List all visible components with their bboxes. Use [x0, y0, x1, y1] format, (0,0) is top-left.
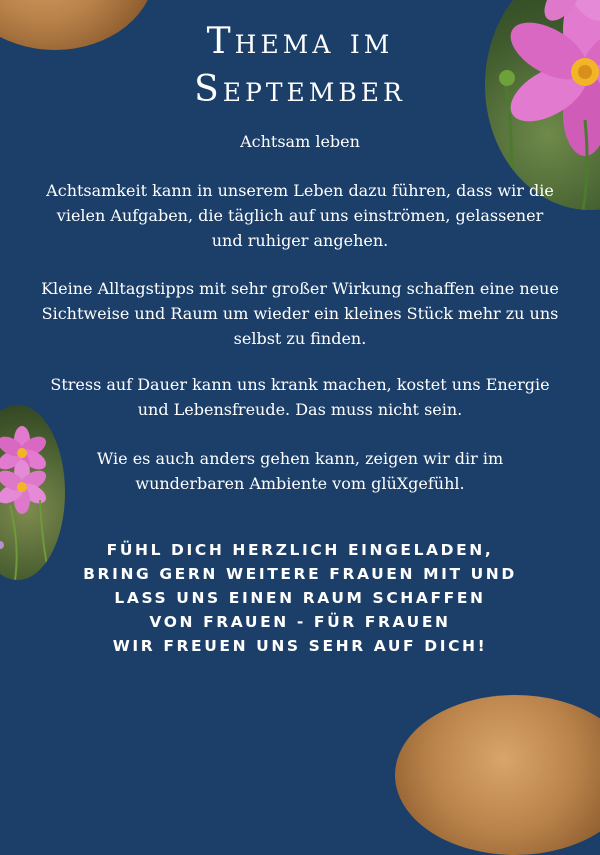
invitation-block: [40, 538, 560, 658]
paragraph: Kleine Alltagstipps mit sehr großer Wirkung schaffen eine neue Sichtweise und Raum um wieder ein kleines Stück mehr zu uns selbst zu finden.: [41, 279, 559, 348]
invitation-line: LASS UNS EINEN RAUM SCHAFFEN: [114, 589, 486, 607]
invitation-line: WIR FREUEN UNS SEHR AUF DICH!: [112, 637, 488, 655]
title-line: Thema im: [206, 21, 394, 62]
gold-circle-decoration: [395, 695, 600, 855]
paragraph: Achtsamkeit kann in unserem Leben dazu führen, dass wir die vielen Aufgaben, die täglich auf uns einströmen, gelassener und ruhiger angehen.: [46, 181, 554, 250]
invitation-line: BRING GERN WEITERE FRAUEN MIT UND: [83, 565, 517, 583]
invitation-line: VON FRAUEN - FÜR FRAUEN: [149, 613, 451, 631]
paragraph: Wie es auch anders gehen kann, zeigen wir dir im wunderbaren Ambiente vom glüXgefühl.: [96, 449, 504, 493]
page-title: [0, 18, 600, 114]
title-line: September: [194, 69, 406, 110]
subtitle: Achtsam leben: [240, 132, 360, 151]
paragraph: Stress auf Dauer kann uns krank machen, kostet uns Energie und Lebensfreude. Das muss nicht sein.: [50, 375, 550, 419]
invitation-line: FÜHL DICH HERZLICH EINGELADEN,: [106, 541, 494, 559]
